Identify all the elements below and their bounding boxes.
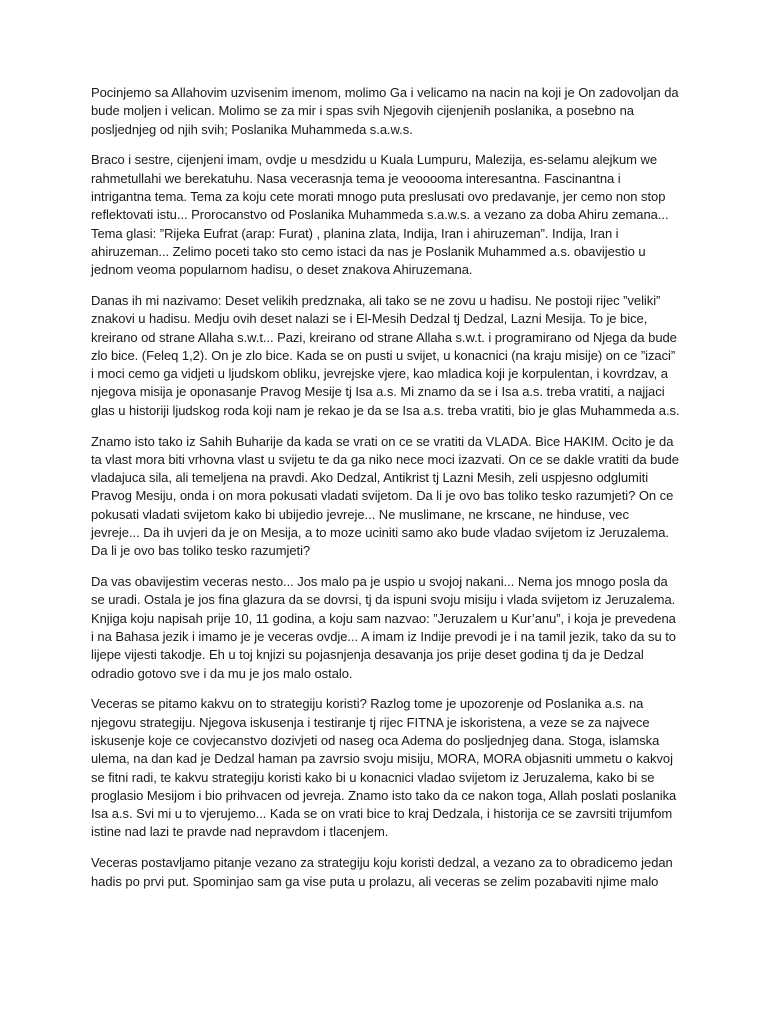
- paragraph-7: Veceras postavljamo pitanje vezano za strategiju koju koristi dedzal, a vezano za to obradicemo jedan hadis po prvi put. Spominjao sam ga vise puta u prolazu, ali veceras se zelim pozabaviti njime malo: [91, 855, 673, 889]
- paragraph-2: Braco i sestre, cijenjeni imam, ovdje u mesdzidu u Kuala Lumpuru, Malezija, es-selamu alejkum we rahmetullahi we berekatuhu. Nasa vecerasnja tema je veooooma interesantna. Fascinantna i intrigantna tema. Tema za koju cete morati mnogo puta preslusati ovo predavanje, jer cemo non stop reflektovati istu... Prorocanstvo od Poslanika Muhammeda s.a.w.s. a vezano za doba Ahiru zemana... Tema glasi: ”Rijeka Eufrat (arap: Furat) , planina zlata, Indija, Iran i ahiruzeman”. Indija, Iran i ahiruzeman... Zelimo poceti tako sto cemo istaci da nas je Poslanik Muhammed a.s. obavijestio u jednom veoma popularnom hadisu, o deset znakova Ahiruzemana.: [91, 152, 669, 278]
- document-page: [91, 84, 681, 903]
- paragraph-4: Znamo isto tako iz Sahih Buharije da kada se vrati on ce se vratiti da VLADA. Bice HAKIM. Ocito je da ta vlast mora biti vrhovna vlast u svijetu te da ga niko nece moci izazvati. On ce se dakle vratiti da bude vladajuca sila, ali temeljena na pravdi. Ako Dedzal, Antikrist tj Lazni Mesih, zeli uspjesno odglumiti Pravog Mesiju, onda i on mora pokusati vladati svijetom. Da li je ovo bas toliko tesko razumjeti? On ce pokusati vladati svijetom kako bi ubijedio jevreje... Ne muslimane, ne krscane, ne hinduse, vec jevreje... Da ih uvjeri da je on Mesija, a to moze uciniti samo ako bude vladao svijetom iz Jeruzalema. Da li je ovo bas toliko tesko razumjeti?: [91, 433, 679, 559]
- paragraph-1: Pocinjemo sa Allahovim uzvisenim imenom, molimo Ga i velicamo na nacin na koji je On zadovoljan da bude moljen i velican. Molimo se za mir i spas svih Njegovih cijenjenih poslanika, a posebno na posljednjeg od njih svih; Poslanika Muhammeda s.a.w.s.: [91, 85, 679, 137]
- paragraph-5: Da vas obavijestim veceras nesto... Jos malo pa je uspio u svojoj nakani... Nema jos mnogo posla da se uradi. Ostala je jos fina glazura da se dovrsi, tj da ispuni svoju misiju i vlada svijetom iz Jeruzalema. Knjiga koju napisah prije 10, 11 godina, a koju sam nazvao: ”Jeruzalem u Kur’anu”, i koja je prevedena i na Bahasa jezik i imamo je je veceras ovdje... A imam iz Indije prevodi je i na tamil jezik, tako da su to lijepe vijesti takodje. Eh u toj knjizi su pojasnjenja desavanja jos prije deset godina tj da je Dedzal odradio gotovo sve i da mu je jos malo ostalo.: [91, 574, 676, 681]
- paragraph-6: Veceras se pitamo kakvu on to strategiju koristi? Razlog tome je upozorenje od Poslanika a.s. na njegovu strategiju. Njegova iskusenja i testiranje tj rijec FITNA je iskoristena, a veze se za najvece iskusenje koje ce covjecanstvo dozivjeti od naseg oca Adema do posljednjeg dana. Stoga, islamska ulema, na dan kad je Dedzal haman pa zavrsio svoju misiju, MORA, MORA objasniti ummetu o kakvoj se fitni radi, te kakvu strategiju koristi kako bi u konacnici vladao svijetom iz Jeruzalema, kako bi se proglasio Mesijom i bio prihvacen od jevreja. Znamo isto tako da ce nakon toga, Allah poslati poslanika Isa a.s. Svi mi u to vjerujemo... Kada se on vrati bice to kraj Dedzala, i historija ce se zavrsiti trijumfom istine nad lazi te pravde nad nepravdom i tlacenjem.: [91, 696, 677, 840]
- paragraph-3: Danas ih mi nazivamo: Deset velikih predznaka, ali tako se ne zovu u hadisu. Ne postoji rijec ”veliki” znakovi u hadisu. Medju ovih deset nalazi se i El-Mesih Dedzal tj Dedzal, Lazni Mesija. To je bice, kreirano od strane Allaha s.w.t... Pazi, kreirano od strane Allaha s.w.t. i programirano od Njega da bude zlo bice. (Feleq 1,2). On je zlo bice. Kada se on pusti u svijet, u konacnici (na kraju misije) on ce ”izaci” i moci cemo ga vidjeti u ljudskom obliku, jevrejske vjere, kao mladica koji je korpulentan, i kovrdzav, a njegova misija je oponasanje Pravog Mesije tj Isa a.s. Mi znamo da se i Isa a.s. treba vratiti, a najjaci glas u historiji ljudskog roda koji nam je rekao je da se Isa a.s. treba vratiti, bio je glas Muhammeda a.s.: [91, 292, 680, 418]
